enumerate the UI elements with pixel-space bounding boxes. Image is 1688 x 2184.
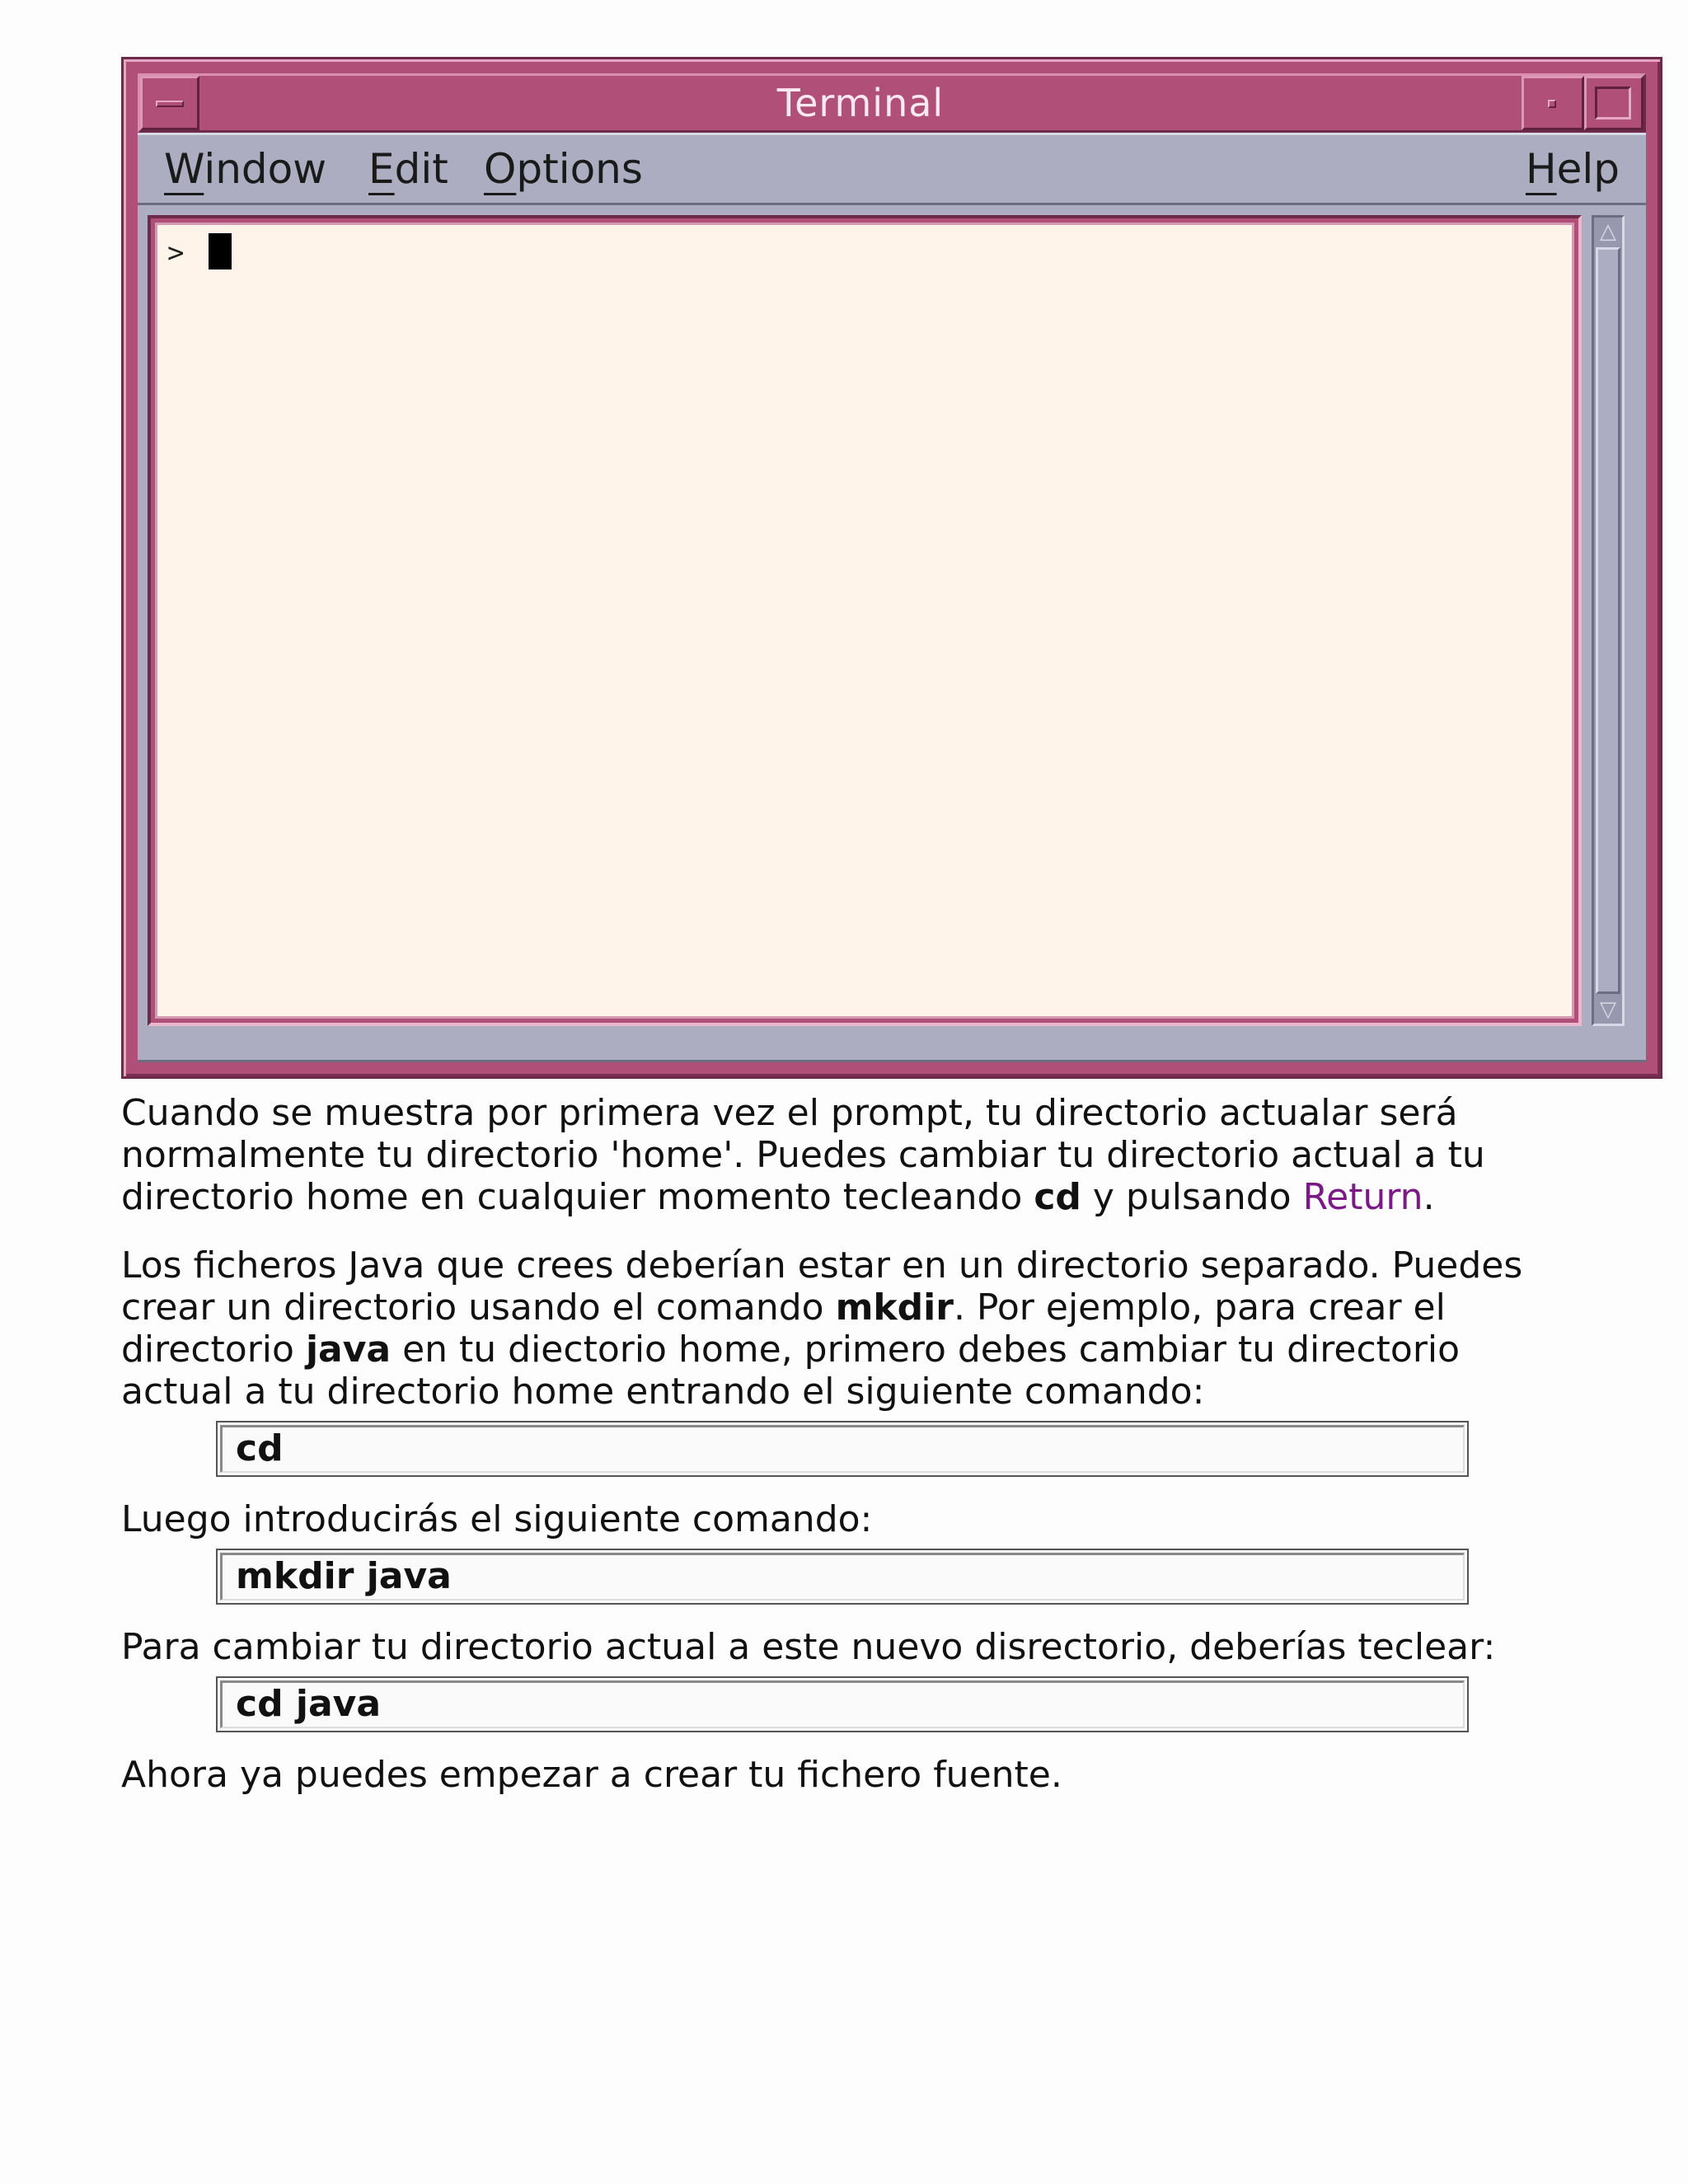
terminal-frame xyxy=(148,215,1582,1026)
window-title: Terminal xyxy=(776,81,945,125)
minimize-button[interactable] xyxy=(1522,76,1584,130)
return-link[interactable]: Return xyxy=(1302,1176,1423,1218)
paragraph-change-dir: Para cambiar tu directorio actual a este nuevo disrectorio, deberías teclear: xyxy=(121,1626,1496,1668)
text-cursor xyxy=(209,233,232,269)
inline-command: java xyxy=(305,1329,392,1371)
paragraph-mkdir xyxy=(121,1244,1572,1413)
scroll-up-icon[interactable]: △ xyxy=(1600,219,1616,244)
terminal-window xyxy=(121,57,1662,1079)
text: Los ficheros Java que crees deberían estar en un directorio separado. Puedes crear un directorio usando el comando xyxy=(121,1244,1523,1329)
code-box-mkdir xyxy=(216,1549,1469,1605)
code-text: cd xyxy=(220,1425,1465,1473)
code-box-cd xyxy=(216,1421,1469,1477)
text: y pulsando xyxy=(1081,1176,1303,1218)
paragraph-intro xyxy=(121,1092,1572,1218)
code-text: mkdir java xyxy=(220,1553,1465,1601)
terminal-screen[interactable] xyxy=(155,223,1574,1019)
text: . Por ejemplo, para crear el directorio xyxy=(121,1286,1446,1371)
vertical-scrollbar[interactable] xyxy=(1592,215,1625,1026)
title-bar[interactable] xyxy=(138,73,1646,133)
minimize-icon xyxy=(1548,100,1556,108)
text: Cuando se muestra por primera vez el prompt, tu directorio actualar será normalmente tu directorio 'home'. Puedes cambiar tu directorio actual a tu directorio home en cualquier momento tecleando xyxy=(121,1092,1485,1218)
text: en tu diectorio home, primero debes cambiar tu directorio actual a tu directorio home entrando el siguiente comando: xyxy=(121,1329,1461,1413)
window-menu-icon xyxy=(156,101,184,107)
window-menu-button[interactable] xyxy=(140,76,199,130)
inline-command: cd xyxy=(1034,1176,1081,1218)
menu-edit[interactable]: Edit xyxy=(368,145,448,193)
code-box-cd-java xyxy=(216,1676,1469,1732)
scroll-down-icon[interactable]: ▽ xyxy=(1600,997,1616,1022)
terminal-client-area xyxy=(138,205,1646,1062)
maximize-icon xyxy=(1595,87,1631,120)
code-text: cd java xyxy=(220,1680,1465,1728)
inline-command: mkdir xyxy=(835,1286,954,1329)
paragraph-closing: Ahora ya puedes empezar a crear tu fichero fuente. xyxy=(121,1754,1062,1796)
menu-help[interactable]: Help xyxy=(1525,145,1620,193)
menu-options[interactable]: Options xyxy=(484,145,643,193)
menu-window[interactable]: Window xyxy=(164,145,327,193)
terminal-prompt: > xyxy=(167,237,185,269)
text: . xyxy=(1423,1176,1435,1218)
document-body xyxy=(121,1092,1572,1822)
paragraph-next-command: Luego introducirás el siguiente comando: xyxy=(121,1498,873,1540)
menu-bar xyxy=(138,133,1646,205)
scroll-thumb[interactable] xyxy=(1596,247,1620,994)
maximize-button[interactable] xyxy=(1584,76,1643,130)
